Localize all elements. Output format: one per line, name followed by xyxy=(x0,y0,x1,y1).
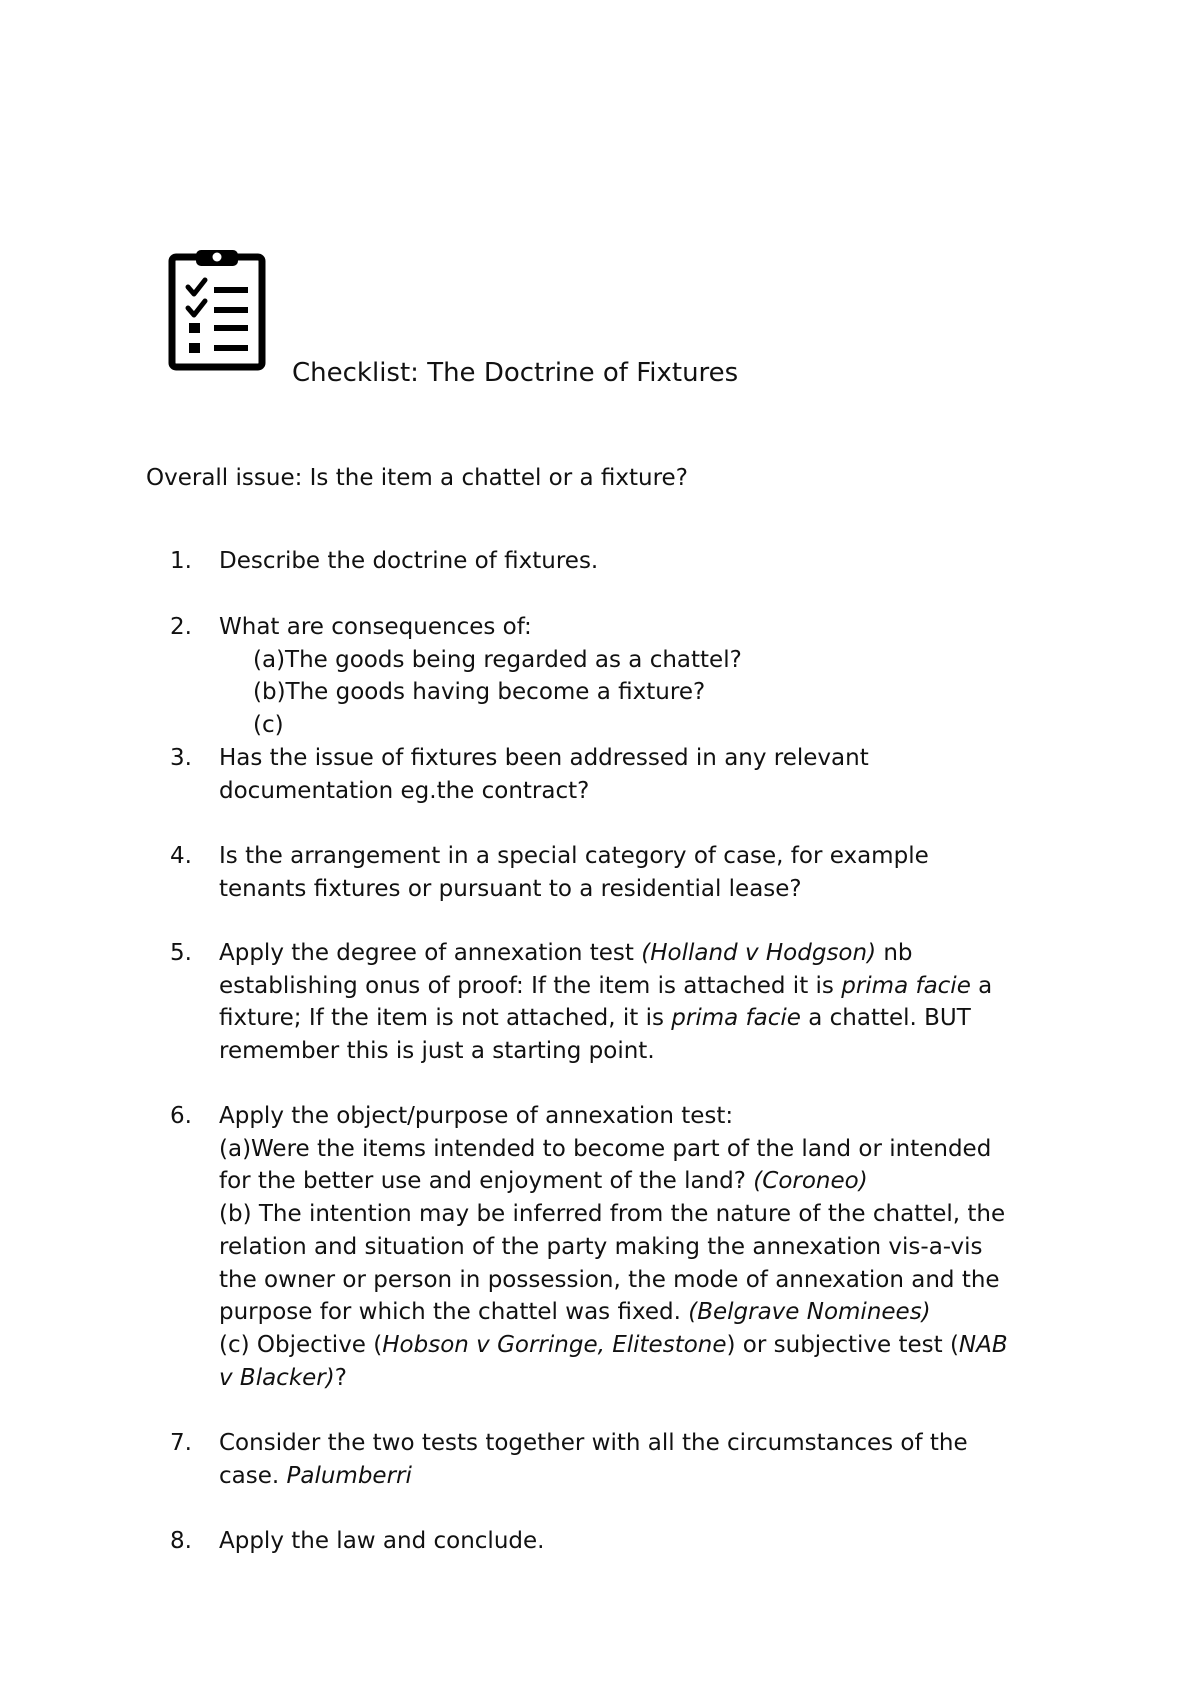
item-text-line: Apply the object/purpose of annexation test: xyxy=(219,1103,734,1129)
subitem-b: (b)The goods having become a fixture? xyxy=(253,679,706,706)
case-citation: (Holland v Hodgson) xyxy=(641,940,877,966)
case-citation: v Blacker) xyxy=(219,1364,335,1391)
subitem-a: (a)The goods being regarded as a chattel? xyxy=(253,646,742,673)
item-text-line: tenants fixtures or pursuant to a residential lease? xyxy=(219,875,802,902)
case-citation: (Belgrave Nominees) xyxy=(688,1299,931,1326)
latin-term: prima facie xyxy=(841,972,971,999)
item-text-line: v Blacker)? xyxy=(219,1364,347,1391)
case-citation: (Coroneo) xyxy=(753,1168,868,1195)
item-number: 4. xyxy=(170,843,192,869)
item-text-line: relation and situation of the party making the annexation vis-a-vis xyxy=(219,1233,983,1260)
item-number: 1. xyxy=(170,548,192,574)
latin-term: prima facie xyxy=(671,1005,801,1032)
item-text-line: Has the issue of fixtures been addressed in any relevant xyxy=(219,745,869,771)
item-text: Describe the doctrine of fixtures. xyxy=(219,548,599,574)
item-text-line: (c) Objective (Hobson v Gorringe, Elitestone) or subjective test (NAB xyxy=(219,1331,1008,1358)
item-text-line: establishing onus of proof: If the item is attached it is prima facie a xyxy=(219,972,993,999)
item-text-line: fixture; If the item is not attached, it is prima facie a chattel. BUT xyxy=(219,1005,971,1032)
clipboard-checklist-icon xyxy=(168,247,266,371)
item-number: 2. xyxy=(170,614,192,640)
item-number: 8. xyxy=(170,1528,192,1554)
subitem-c: (c) xyxy=(253,712,284,739)
overall-issue: Overall issue: Is the item a chattel or a fixture? xyxy=(146,465,688,491)
case-citation: NAB xyxy=(958,1331,1008,1358)
case-citation: Palumberri xyxy=(286,1462,412,1489)
item-text-line: Apply the degree of annexation test (Holland v Hodgson) nb xyxy=(219,940,913,966)
item-text-line: (a)Were the items intended to become part of the land or intended xyxy=(219,1135,992,1162)
item-text: Apply the law and conclude. xyxy=(219,1528,545,1554)
item-number: 3. xyxy=(170,745,192,771)
item-text-line: remember this is just a starting point. xyxy=(219,1038,655,1065)
item-text-line: (b) The intention may be inferred from the nature of the chattel, the xyxy=(219,1201,1006,1228)
item-number: 6. xyxy=(170,1103,192,1129)
item-text-line: purpose for which the chattel was fixed. (Belgrave Nominees) xyxy=(219,1299,931,1326)
item-number: 7. xyxy=(170,1430,192,1456)
item-text-line: Consider the two tests together with all the circumstances of the xyxy=(219,1430,968,1456)
item-text-line: the owner or person in possession, the mode of annexation and the xyxy=(219,1266,1000,1293)
item-text: What are consequences of: xyxy=(219,614,532,640)
case-citation: Hobson v Gorringe, Elitestone xyxy=(382,1331,727,1358)
document-title: Checklist: The Doctrine of Fixtures xyxy=(292,358,739,388)
item-number: 5. xyxy=(170,940,192,966)
item-text-line: case. Palumberri xyxy=(219,1462,412,1489)
item-text-line: for the better use and enjoyment of the land? (Coroneo) xyxy=(219,1168,868,1195)
item-text-line: documentation eg.the contract? xyxy=(219,777,590,804)
item-text-line: Is the arrangement in a special category of case, for example xyxy=(219,843,929,869)
